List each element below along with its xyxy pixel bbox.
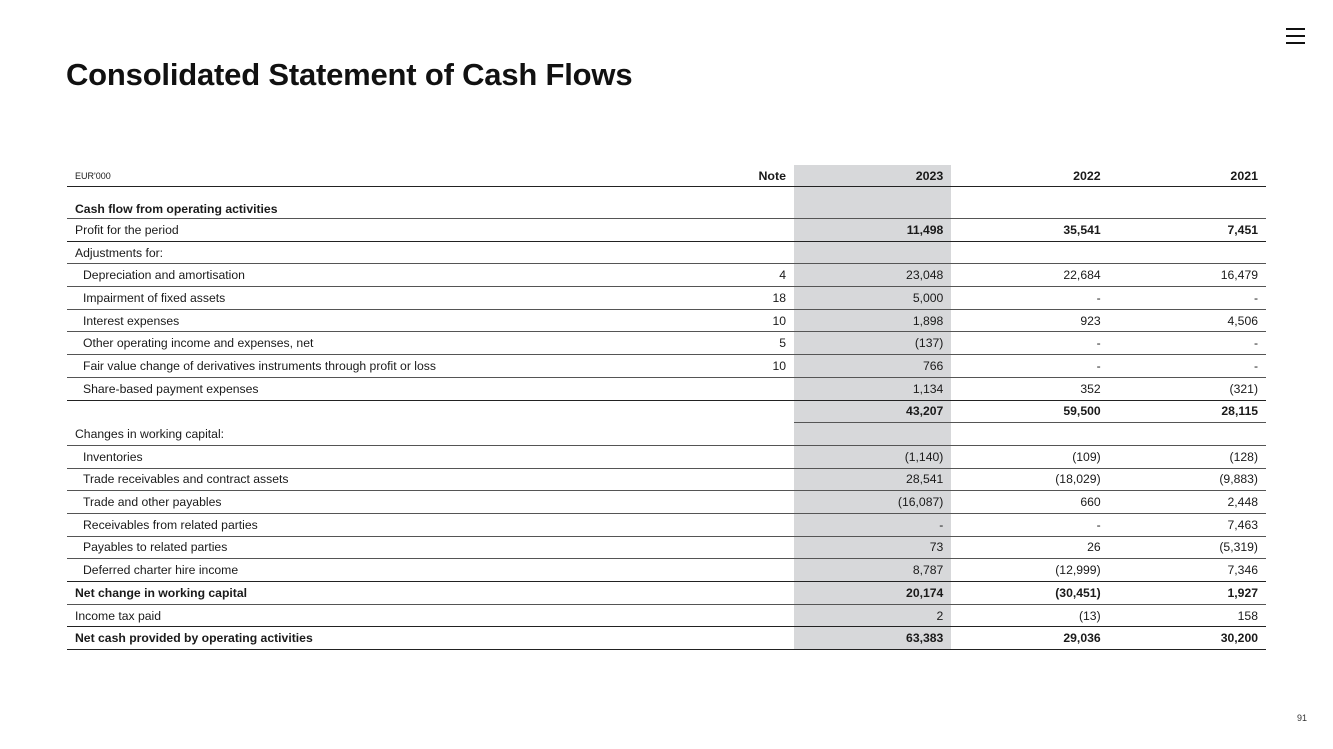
value-cell: 1,898: [794, 309, 951, 332]
table-row: [67, 332, 1266, 355]
table-row: [67, 559, 1266, 582]
table-row: [67, 445, 1266, 468]
table-row: [67, 187, 1266, 219]
value-cell: 1,134: [794, 377, 951, 400]
note-cell: 4: [713, 264, 794, 287]
row-label: Impairment of fixed assets: [67, 287, 713, 310]
table-row: [67, 241, 1266, 264]
value-cell: 5,000: [794, 287, 951, 310]
year-column-header: 2022: [951, 165, 1108, 187]
table-row: [67, 604, 1266, 627]
value-cell: (13): [951, 604, 1108, 627]
table-row: [67, 513, 1266, 536]
value-cell: 43,207: [794, 400, 951, 423]
value-cell: 20,174: [794, 582, 951, 605]
row-label: Net change in working capital: [67, 582, 713, 605]
value-cell: 28,115: [1109, 400, 1266, 423]
value-cell: 16,479: [1109, 264, 1266, 287]
row-label: Inventories: [67, 445, 713, 468]
row-label: Cash flow from operating activities: [67, 187, 713, 219]
value-cell: -: [794, 513, 951, 536]
table-row: [67, 377, 1266, 400]
value-cell: 26: [951, 536, 1108, 559]
table-row: [67, 491, 1266, 514]
value-cell: 1,927: [1109, 582, 1266, 605]
value-cell: 7,346: [1109, 559, 1266, 582]
page-title: Consolidated Statement of Cash Flows: [66, 57, 633, 92]
note-cell: 18: [713, 287, 794, 310]
row-label: Income tax paid: [67, 604, 713, 627]
value-cell: 63,383: [794, 627, 951, 650]
value-cell: 59,500: [951, 400, 1108, 423]
value-cell: 11,498: [794, 219, 951, 242]
row-label: Changes in working capital:: [67, 423, 713, 446]
total-row: [67, 627, 1266, 650]
value-cell: (128): [1109, 445, 1266, 468]
note-column-header: Note: [713, 165, 794, 187]
value-cell: 352: [951, 377, 1108, 400]
value-cell: (18,029): [951, 468, 1108, 491]
value-cell: 35,541: [951, 219, 1108, 242]
value-cell: 7,463: [1109, 513, 1266, 536]
row-label: Share-based payment expenses: [67, 377, 713, 400]
value-cell: -: [951, 287, 1108, 310]
value-cell: (16,087): [794, 491, 951, 514]
table-row: [67, 264, 1266, 287]
value-cell: 158: [1109, 604, 1266, 627]
value-cell: 923: [951, 309, 1108, 332]
cash-flow-table: [67, 165, 1266, 650]
value-cell: -: [1109, 355, 1266, 378]
menu-icon[interactable]: [1286, 27, 1306, 45]
value-cell: -: [1109, 332, 1266, 355]
value-cell: 28,541: [794, 468, 951, 491]
value-cell: 29,036: [951, 627, 1108, 650]
row-label: Fair value change of derivatives instruments through profit or loss: [67, 355, 713, 378]
value-cell: (30,451): [951, 582, 1108, 605]
page-number: 91: [1297, 713, 1308, 723]
note-cell: 10: [713, 309, 794, 332]
value-cell: (137): [794, 332, 951, 355]
value-cell: -: [1109, 287, 1266, 310]
value-cell: 22,684: [951, 264, 1108, 287]
row-label: Trade and other payables: [67, 491, 713, 514]
row-label: Other operating income and expenses, net: [67, 332, 713, 355]
table-row: [67, 309, 1266, 332]
row-label: Receivables from related parties: [67, 513, 713, 536]
value-cell: 8,787: [794, 559, 951, 582]
row-label: Deferred charter hire income: [67, 559, 713, 582]
value-cell: -: [951, 513, 1108, 536]
row-label: Interest expenses: [67, 309, 713, 332]
row-label: Adjustments for:: [67, 241, 713, 264]
value-cell: 766: [794, 355, 951, 378]
value-cell: (109): [951, 445, 1108, 468]
table-header-row: [67, 165, 1266, 187]
row-label: Net cash provided by operating activities: [67, 627, 713, 650]
value-cell: 30,200: [1109, 627, 1266, 650]
value-cell: (12,999): [951, 559, 1108, 582]
value-cell: 73: [794, 536, 951, 559]
subtotal-row: [67, 400, 1266, 423]
value-cell: (1,140): [794, 445, 951, 468]
row-label: Payables to related parties: [67, 536, 713, 559]
table-row: [67, 536, 1266, 559]
table-row: [67, 219, 1266, 242]
value-cell: (9,883): [1109, 468, 1266, 491]
unit-label: EUR'000: [67, 165, 713, 187]
table-row: [67, 582, 1266, 605]
year-column-header: 2021: [1109, 165, 1266, 187]
value-cell: -: [951, 355, 1108, 378]
value-cell: (5,319): [1109, 536, 1266, 559]
row-label: Profit for the period: [67, 219, 713, 242]
value-cell: -: [951, 332, 1108, 355]
note-cell: 5: [713, 332, 794, 355]
table-row: [67, 468, 1266, 491]
row-label: Depreciation and amortisation: [67, 264, 713, 287]
value-cell: 660: [951, 491, 1108, 514]
table-row: [67, 287, 1266, 310]
year-column-header: 2023: [794, 165, 951, 187]
table-row: [67, 355, 1266, 378]
value-cell: 23,048: [794, 264, 951, 287]
row-label: Trade receivables and contract assets: [67, 468, 713, 491]
value-cell: 2: [794, 604, 951, 627]
table-row: [67, 423, 1266, 446]
value-cell: (321): [1109, 377, 1266, 400]
value-cell: 2,448: [1109, 491, 1266, 514]
value-cell: 4,506: [1109, 309, 1266, 332]
value-cell: 7,451: [1109, 219, 1266, 242]
note-cell: 10: [713, 355, 794, 378]
